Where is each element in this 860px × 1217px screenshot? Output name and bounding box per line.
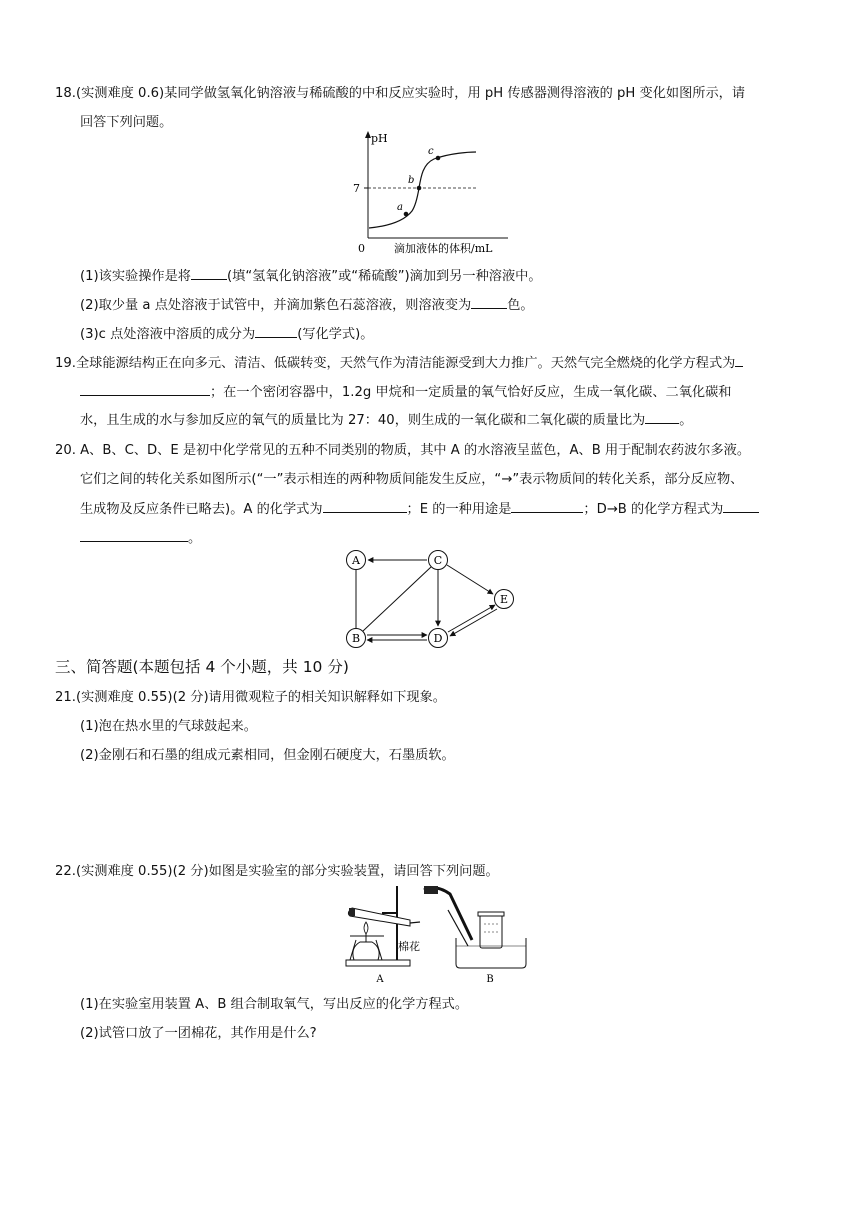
- q20-blank-eq-start[interactable]: [723, 500, 759, 513]
- q19-line3: [80, 411, 692, 430]
- lab-apparatus-figure: [340, 880, 530, 988]
- cotton-label: 棉花: [398, 940, 420, 953]
- q18-sub2-post: 色。: [507, 298, 534, 313]
- q19-line3-pre: 水，且生成的水与参加反应的氧气的质量比为 27：40，则生成的一氧化碳和二氧化碳的质量比为: [80, 413, 646, 428]
- q19-line2: [80, 383, 731, 402]
- q18-sub1-post: (填“氢氧化钠溶液”或“稀硫酸”)滴加到另一种溶液中。: [227, 269, 542, 284]
- q22-line1: 22.(实测难度 0.55)(2 分)如图是实验室的部分实验装置，请回答下列问题。: [55, 864, 499, 879]
- q20-line4-post: 。: [188, 531, 202, 546]
- q20-line3-a: 生成物及反应条件已略去)。A 的化学式为: [80, 502, 323, 517]
- q19-blank2[interactable]: [645, 411, 679, 424]
- q22-sub2: (2)试管口放了一团棉花，其作用是什么?: [80, 1026, 317, 1041]
- q20-line3: [80, 500, 759, 519]
- q19-blank1[interactable]: [80, 383, 210, 396]
- graph-origin: 0: [358, 242, 365, 255]
- q19-line1: [55, 354, 743, 373]
- q18-stem-line1: 18.(实测难度 0.6)某同学做氢氧化钠溶液与稀硫酸的中和反应实验时，用 pH 传感器测得溶液的 pH 变化如图所示，请: [55, 86, 746, 101]
- node-a: A: [352, 554, 360, 567]
- q20-line2: 它们之间的转化关系如图所示(“一”表示相连的两种物质间能发生反应，“→”表示物质间的转化关系，部分反应物、: [80, 472, 744, 487]
- graph-y-label: pH: [371, 132, 388, 145]
- q20-line3-b: ；E 的一种用途是: [406, 502, 512, 517]
- graph-tick-7: 7: [353, 182, 360, 195]
- q19-line1-text: 19.全球能源结构正在向多元、清洁、低碳转变，天然气作为清洁能源受到大力推广。天然气完全燃烧的化学方程式为: [55, 356, 736, 371]
- q18-sub2-blank[interactable]: [471, 296, 507, 309]
- q19-blank1-start[interactable]: [735, 354, 743, 367]
- node-b: B: [351, 632, 361, 645]
- q18-sub1-pre: (1)该实验操作是将: [80, 269, 191, 284]
- q18-sub1-blank[interactable]: [191, 267, 227, 280]
- q18-sub2-pre: (2)取少量 a 点处溶液于试管中，并滴加紫色石蕊溶液，则溶液变为: [80, 298, 472, 313]
- node-e: E: [499, 593, 509, 606]
- substance-relation-diagram: [335, 543, 525, 655]
- q21-sub1: (1)泡在热水里的气球鼓起来。: [80, 719, 257, 734]
- q21-line1: 21.(实测难度 0.55)(2 分)请用微观粒子的相关知识解释如下现象。: [55, 690, 446, 705]
- node-c: C: [433, 554, 443, 567]
- q18-sub3-blank[interactable]: [255, 325, 297, 338]
- q20-line4: [80, 529, 201, 548]
- q20-blank-eq[interactable]: [80, 529, 188, 542]
- q18-sub2: [80, 296, 534, 315]
- q19-line2-text: ；在一个密闭容器中，1.2g 甲烷和一定质量的氧气恰好反应，生成一氧化碳、二氧化碳和: [210, 385, 732, 400]
- apparatus-a-label: A: [376, 974, 384, 985]
- apparatus-b-label: B: [486, 974, 494, 985]
- q18-sub3-post: (写化学式)。: [297, 327, 374, 342]
- q18-stem-line2: 回答下列问题。: [80, 115, 173, 130]
- q18-sub3: [80, 325, 373, 344]
- q20-blank-a[interactable]: [323, 500, 407, 513]
- ph-curve-graph: [350, 128, 510, 258]
- graph-point-a: a: [397, 202, 403, 213]
- q18-sub1: [80, 267, 542, 286]
- q20-line1: 20. A、B、C、D、E 是初中化学常见的五种不同类别的物质，其中 A 的水溶液呈蓝色，A、B 用于配制农药波尔多液。: [55, 443, 751, 458]
- graph-point-c: c: [428, 146, 434, 157]
- q18-sub3-pre: (3)c 点处溶液中溶质的成分为: [80, 327, 256, 342]
- section3-title: 三、简答题(本题包括 4 个小题，共 10 分): [55, 658, 349, 676]
- q21-sub2: (2)金刚石和石墨的组成元素相同，但金刚石硬度大，石墨质软。: [80, 748, 455, 763]
- q19-line3-post: 。: [679, 413, 693, 428]
- q20-line3-c: ；D→B 的化学方程式为: [583, 502, 724, 517]
- q20-blank-e[interactable]: [511, 500, 583, 513]
- q22-sub1: (1)在实验室用装置 A、B 组合制取氧气，写出反应的化学方程式。: [80, 997, 469, 1012]
- graph-point-b: b: [408, 175, 415, 186]
- node-d: D: [433, 632, 443, 645]
- graph-x-label: 滴加液体的体积/mL: [394, 242, 493, 255]
